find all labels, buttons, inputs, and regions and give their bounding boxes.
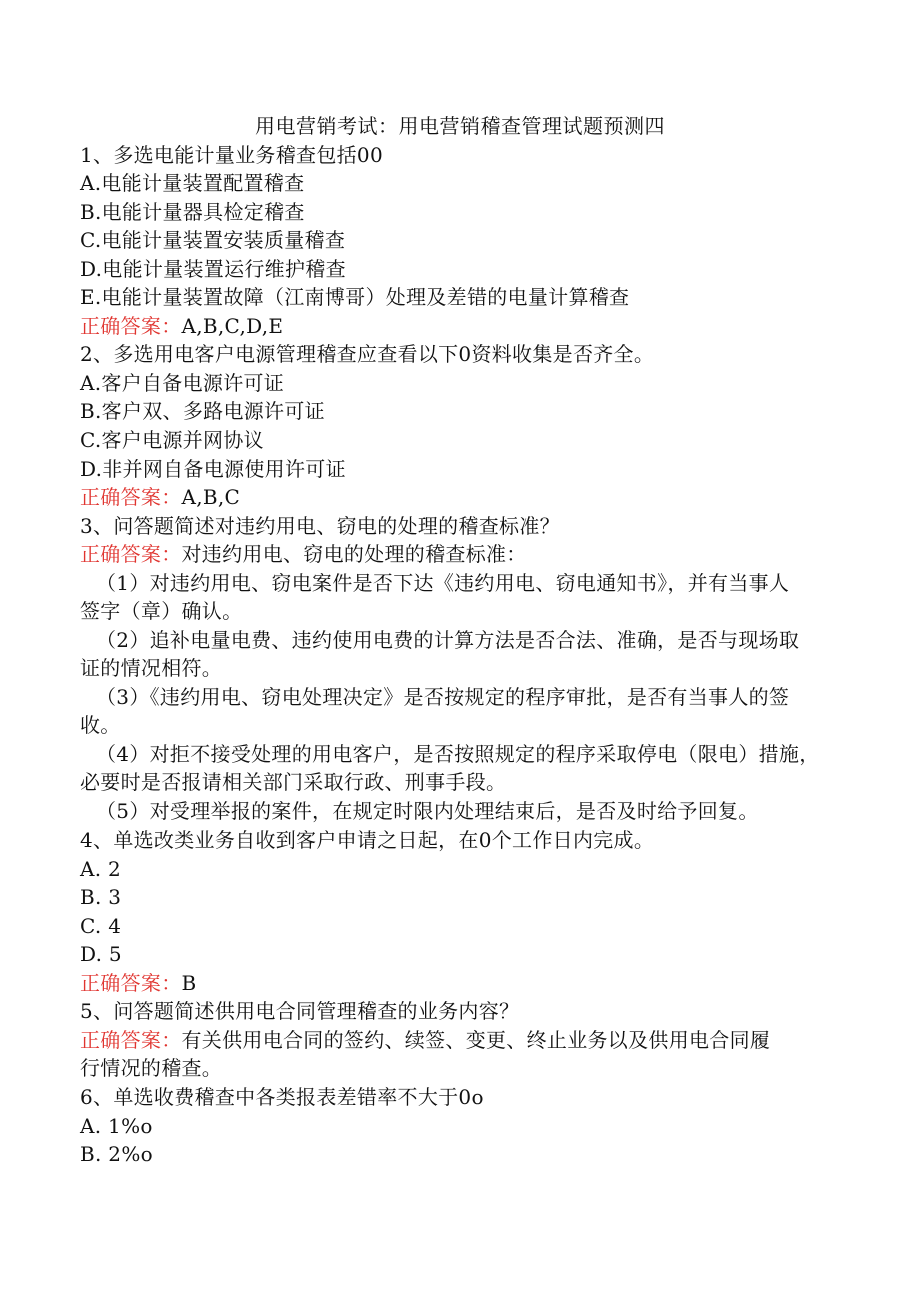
question-3-answer-line: （3）《违约用电、窃电处理决定》是否按规定的程序审批，是否有当事人的签 [96, 685, 790, 709]
question-1-option-b: B.电能计量器具检定稽查 [80, 200, 305, 224]
question-5-answer-cont: 行情况的稽查。 [80, 1056, 223, 1080]
question-3-answer-line: 签字（章）确认。 [80, 599, 243, 623]
question-3-answer-line: 必要时是否报请相关部门采取行政、刑事手段。 [80, 770, 507, 794]
question-2-answer [80, 483, 240, 511]
answer-value: 对违约用电、窃电的处理的稽查标准： [181, 542, 527, 566]
question-4-option-b: B. 3 [80, 885, 122, 909]
question-1-answer [80, 312, 283, 340]
question-2-option-d: D.非并网自备电源使用许可证 [80, 457, 346, 481]
question-4-option-d: D. 5 [80, 942, 122, 966]
document-title: 用电营销考试：用电营销稽查管理试题预测四 [255, 114, 665, 138]
question-3-answer-line: 证的情况相符。 [80, 656, 223, 680]
question-3-stem: 3、问答题简述对违约用电、窃电的处理的稽查标准？ [80, 514, 560, 538]
question-1-option-e: E.电能计量装置故障（江南博哥）处理及差错的电量计算稽查 [80, 285, 630, 309]
answer-value: B [181, 971, 197, 995]
question-1-option-d: D.电能计量装置运行维护稽查 [80, 257, 346, 281]
answer-label: 正确答案： [80, 485, 182, 509]
answer-label: 正确答案： [80, 314, 182, 338]
question-6-option-b: B. 2%o [80, 1142, 153, 1166]
question-6-stem: 6、单选收费稽查中各类报表差错率不大于0o [80, 1085, 484, 1109]
question-2-option-b: B.客户双、多路电源许可证 [80, 399, 325, 423]
question-4-stem: 4、单选改类业务自收到客户申请之日起，在0个工作日内完成。 [80, 828, 655, 852]
question-3-answer-line: （2）追补电量电费、违约使用电费的计算方法是否合法、准确，是否与现场取 [96, 628, 800, 652]
answer-value: A,B,C,D,E [181, 314, 284, 338]
answer-label: 正确答案： [80, 542, 182, 566]
question-3-answer-line: （5）对受理举报的案件，在规定时限内处理结束后，是否及时给予回复。 [96, 799, 759, 823]
question-5-stem: 5、问答题简述供用电合同管理稽查的业务内容？ [80, 999, 520, 1023]
question-2-option-c: C.客户电源并网协议 [80, 428, 264, 452]
question-4-answer [80, 969, 197, 997]
answer-label: 正确答案： [80, 971, 182, 995]
question-6-option-a: A. 1%o [80, 1114, 153, 1138]
question-2-stem: 2、多选用电客户电源管理稽查应查看以下0资料收集是否齐全。 [80, 342, 655, 366]
question-3-answer [80, 540, 527, 568]
question-4-option-c: C. 4 [80, 914, 122, 938]
question-2-option-a: A.客户自备电源许可证 [80, 371, 285, 395]
answer-label: 正确答案： [80, 1028, 182, 1052]
answer-value: A,B,C [181, 485, 241, 509]
question-3-answer-line: （4）对拒不接受处理的用电客户，是否按照规定的程序采取停电（限电）措施， [96, 742, 820, 766]
question-3-answer-line: 收。 [80, 713, 121, 737]
question-1-option-c: C.电能计量装置安装质量稽查 [80, 228, 346, 252]
question-3-answer-line: （1）对违约用电、窃电案件是否下达《违约用电、窃电通知书》，并有当事人 [96, 571, 790, 595]
answer-value: 有关供用电合同的签约、续签、变更、终止业务以及供用电合同履 [181, 1028, 771, 1052]
question-4-option-a: A. 2 [80, 857, 122, 881]
question-5-answer [80, 1026, 770, 1054]
question-1-option-a: A.电能计量装置配置稽查 [80, 171, 305, 195]
question-1-stem: 1、多选电能计量业务稽查包括00 [80, 143, 383, 167]
